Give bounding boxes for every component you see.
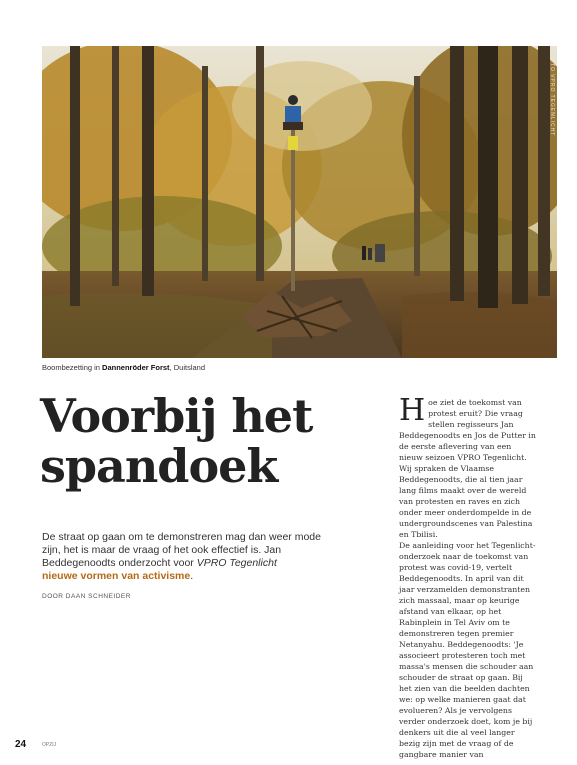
photo-caption [42, 363, 205, 372]
publication-mark: OPZIJ [42, 742, 57, 748]
article-headline: Voorbij het spandoek [40, 389, 313, 493]
article-lead [42, 531, 342, 583]
lead-end: . [190, 570, 194, 582]
caption-suffix: , Duitsland [169, 363, 205, 372]
body-paragraph-2: De aanleiding voor het Tegenlicht-onderzoek naar de toekomst van protest was covid-19, vertelt Beddegenoodts. In april van dit jaar verzamelden demonstranten zich massaal, maar op keurige afstand van elkaar, op het Rabinplein in Tel Aviv om te demonstreren tegen premier Netanyahu. Beddegenoodts: 'Je associeert protesteren toch met massa's mensen die schouder aan schouder de straat op gaan. Bij het zien van die beelden dachten we: op welke manieren gaat dat evolueren? Als je vervolgens verder onderzoek doet, kom je bij denkers uit die al veel langer bezig zijn met de vraag of de gangbare manier van [399, 541, 536, 759]
body-paragraph-1: oe ziet de toekomst van protest eruit? Die vraag stellen regisseurs Jan Beddegenoodts en Jos de Putter in de eerste aflevering van een nieuw seizoen VPRO Tegenlicht. Wij spraken de Vlaamse Beddegenoodts, die al tien jaar lang films maakt over de wereld van protesten en raves en zich onder meer onderdompelde in de undergroundscenes van Palestina en Tbilisi. [399, 398, 536, 539]
page-number: 24 [15, 739, 27, 750]
photo-credit: FOTO VPRO TEGENLICHT [549, 54, 555, 137]
lead-highlight: nieuwe vormen van activisme [42, 570, 191, 582]
hero-photo [42, 46, 557, 358]
caption-place: Dannenröder Forst [102, 363, 170, 372]
caption-prefix: Boombezetting in [42, 363, 103, 372]
byline: DOOR DAAN SCHNEIDER [42, 593, 131, 600]
forest-photo-illustration [42, 46, 557, 358]
lead-program: VPRO Tegenlicht [196, 557, 277, 569]
lead-text: De straat op gaan om te demonstreren mag dan weer mode zijn, het is maar de vraag of het ook effectief is. Jan Beddegenoodts onderzocht voor [42, 531, 321, 569]
body-column [399, 393, 536, 760]
drop-cap: H [399, 393, 426, 428]
